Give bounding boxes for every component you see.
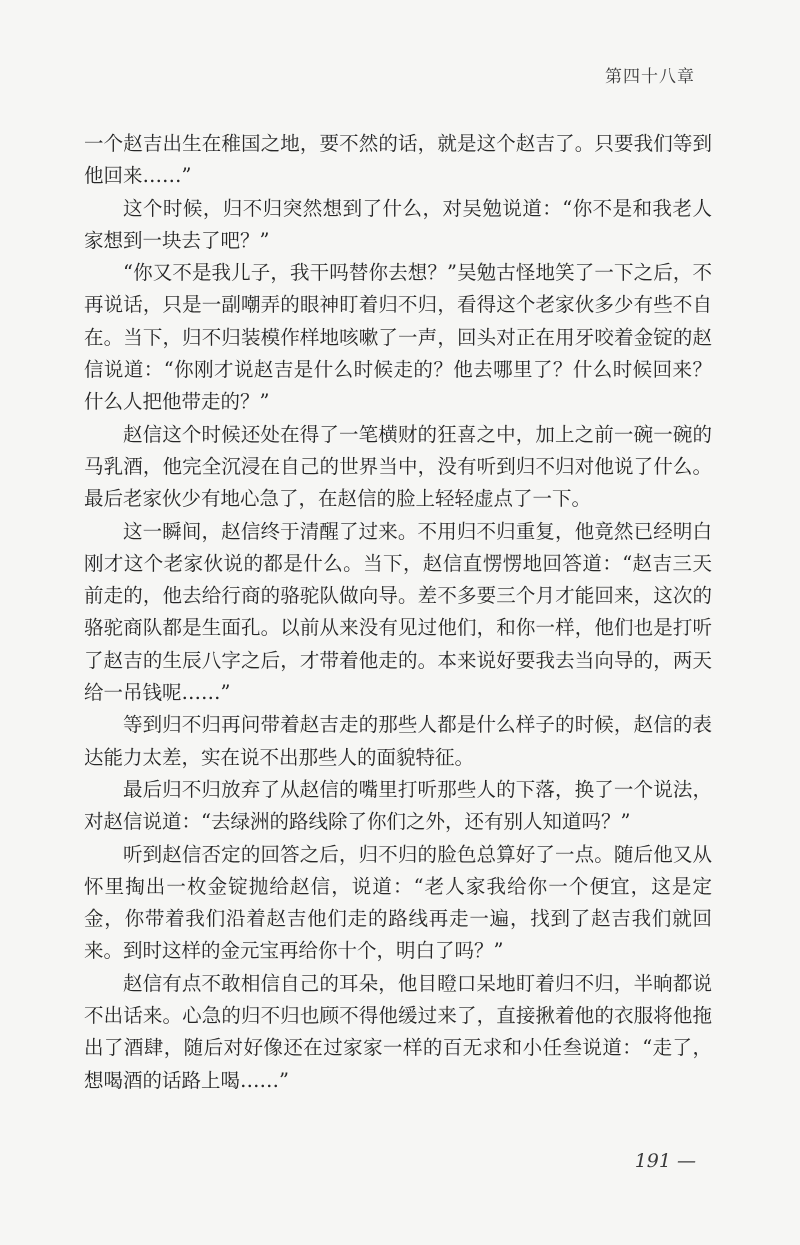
paragraph: 一个赵吉出生在稚国之地，要不然的话，就是这个赵吉了。只要我们等到他回来……” — [84, 132, 712, 188]
paragraph: 听到赵信否定的回答之后，归不归的脸色总算好了一点。随后他又从怀里掏出一枚金锭抛给赵信，说道：“老人家我给你一个便宜，这是定金，你带着我们沿着赵吉他们走的路线再走一遍，找到了赵吉我们就回来。到时这样的金元宝再给你十个，明白了吗？” — [84, 842, 712, 963]
paragraph: 等到归不归再问带着赵吉走的那些人都是什么样子的时候，赵信的表达能力太差，实在说不出那些人的面貌特征。 — [84, 713, 712, 769]
paragraph: 赵信这个时候还处在得了一笔横财的狂喜之中，加上之前一碗一碗的马乳酒，他完全沉浸在自己的世界当中，没有听到归不归对他说了什么。最后老家伙少有地心急了，在赵信的脸上轻轻虚点了一下。 — [84, 422, 712, 511]
paragraph: 最后归不归放弃了从赵信的嘴里打听那些人的下落，换了一个说法，对赵信说道：“去绿洲的路线除了你们之外，还有别人知道吗？” — [84, 777, 712, 834]
page-number: 191 — — [634, 1150, 696, 1172]
paragraph: 这一瞬间，赵信终于清醒了过来。不用归不归重复，他竟然已经明白刚才这个老家伙说的都是什么。当下，赵信直愣愣地回答道：“赵吉三天前走的，他去给行商的骆驼队做向导。差不多要三个月才能回来，这次的骆驼商队都是生面孔。以前从来没有见过他们，和你一样，他们也是打听了赵吉的生辰八字之后，才带着他走的。本来说好要我去当向导的，两天给一吊钱呢……” — [84, 519, 712, 705]
paragraph: 赵信有点不敢相信自己的耳朵，他目瞪口呆地盯着归不归，半晌都说不出话来。心急的归不归也顾不得他缓过来了，直接揪着他的衣服将他拖出了酒肆，随后对好像还在过家家一样的百无求和小任叁说道：“走了，想喝酒的话路上喝……” — [84, 971, 712, 1092]
paragraph: 这个时候，归不归突然想到了什么，对吴勉说道：“你不是和我老人家想到一块去了吧？” — [84, 196, 712, 252]
paragraph: “你又不是我儿子，我干吗替你去想？”吴勉古怪地笑了一下之后，不再说话，只是一副嘲弄的眼神盯着归不归，看得这个老家伙多少有些不自在。当下，归不归装模作样地咳嗽了一声，回头对正在用牙咬着金锭的赵信说道：“你刚才说赵吉是什么时候走的？他去哪里了？什么时候回来？什么人把他带走的？” — [84, 261, 712, 414]
chapter-header: 第四十八章 — [605, 67, 695, 87]
body-text — [84, 128, 712, 1097]
